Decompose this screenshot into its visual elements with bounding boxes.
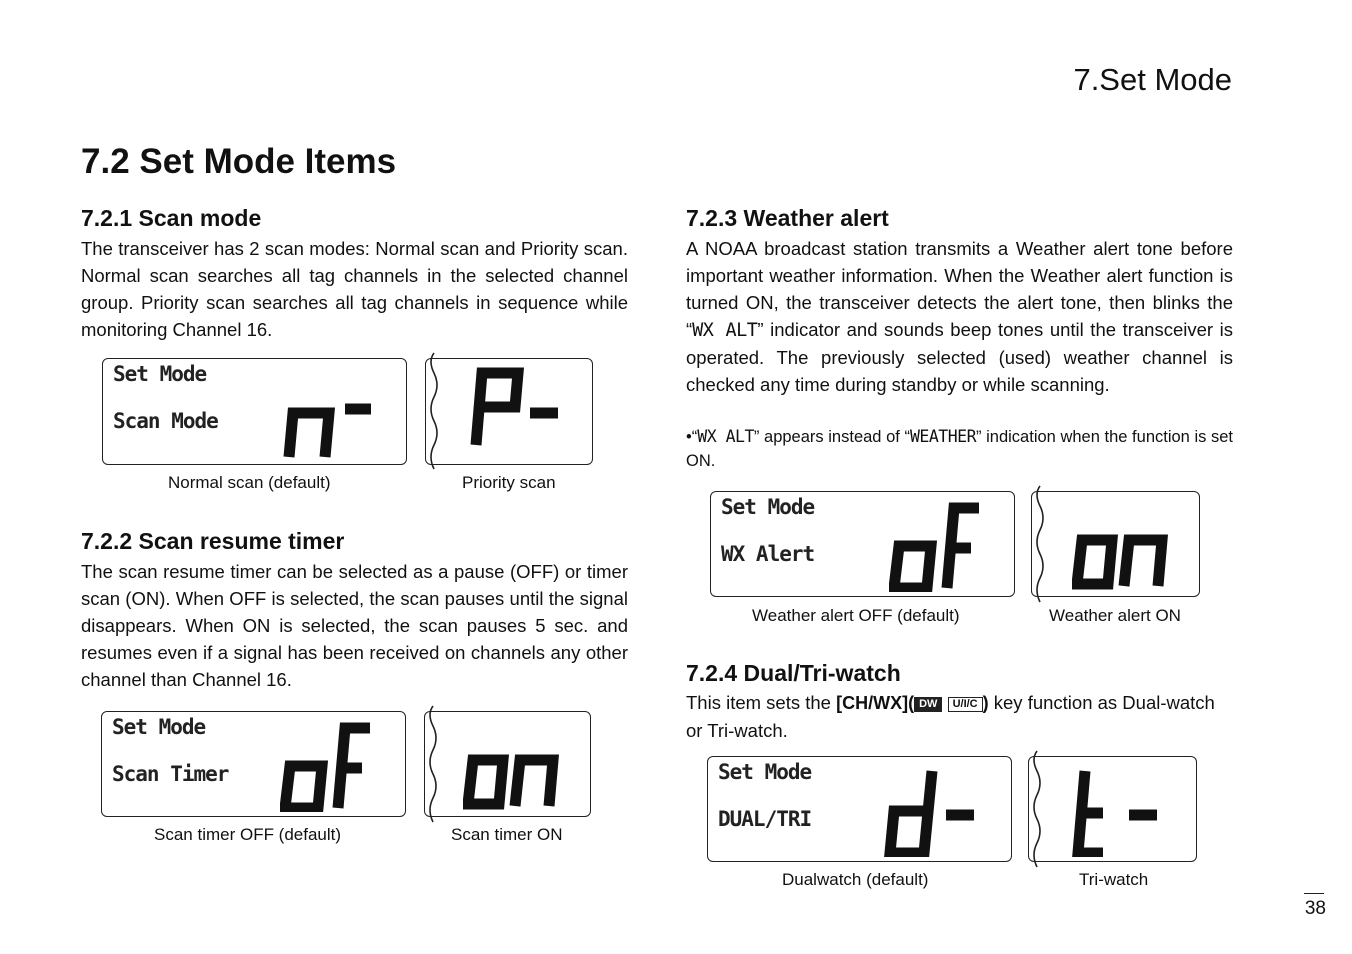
cutaway-edge <box>1032 484 1052 609</box>
heading-dual-tri: 7.2.4 Dual/Tri-watch <box>686 660 901 686</box>
lcd-line2: WX Alert <box>721 542 815 566</box>
page-title: 7.2 Set Mode Items <box>81 142 397 181</box>
lcd-line1: Set Mode <box>112 715 206 739</box>
lcd-line1: Set Mode <box>718 760 812 784</box>
caption-triwatch: Tri-watch <box>1079 870 1149 889</box>
scan-mode-body: The transceiver has 2 scan modes: Normal scan and Priority scan. Normal scan searches all tag channels in the selected channel group. Priority scan searches all tag channels in sequence while monitoring Channel 16. <box>81 238 628 340</box>
lcd-scan-timer-off <box>101 711 406 817</box>
caption-weather-on: Weather alert ON <box>1049 606 1181 625</box>
lcd-weather-alert-on <box>1031 491 1200 597</box>
scan-resume-body: The scan resume timer can be selected as a pause (OFF) or timer scan (ON). When OFF is selected, the scan pauses until the signal disappears. When ON is selected, the scan pauses 5 sec. and resumes even if a signal has been received on channels any other channel than Channel 16. <box>81 561 628 690</box>
note-text-3: ” indication when the function is set ON. <box>686 428 1233 470</box>
heading-scan-mode: 7.2.1 Scan mode <box>81 205 262 231</box>
caption-scan-timer-on: Scan timer ON <box>451 825 563 844</box>
lcd-digits-of <box>280 716 380 812</box>
dual-tri-body: This item sets the [CH/WX]( DW U/I/C ) key function as Dual-watch or Tri-watch. <box>686 692 1215 741</box>
note-text-2: ” appears instead of “ <box>753 428 910 446</box>
note-text-1: •“ <box>686 428 698 446</box>
note-weather-indicator: WEATHER <box>909 427 977 446</box>
lcd-scan-timer-on <box>424 711 591 817</box>
lcd-digits-n-dash <box>283 391 378 461</box>
page-number: 38 <box>1304 898 1326 919</box>
lcd-triwatch <box>1028 756 1197 862</box>
cutaway-edge <box>1029 749 1049 874</box>
lcd-digits-on <box>463 752 563 812</box>
lcd-digits-t-dash <box>1069 763 1169 857</box>
chapter-header: 7.Set Mode <box>1073 62 1232 97</box>
weather-body-text-2: ” indicator and sounds beep tones until the transceiver is operated. The previously selected (used) weather channel is checked any time during standby or while scanning. <box>686 319 1233 395</box>
dual-body-text-1: This item sets the <box>686 692 837 713</box>
lcd-line1: Set Mode <box>721 495 815 519</box>
lcd-digits-d-dash <box>884 763 984 857</box>
wx-alt-indicator: WX ALT <box>692 320 758 341</box>
lcd-line1: Set Mode <box>113 362 207 386</box>
weather-alert-body <box>686 235 1233 398</box>
lcd-scan-mode-normal <box>102 358 407 465</box>
lcd-digits-of <box>889 496 989 592</box>
lcd-line2: Scan Mode <box>113 409 218 433</box>
caption-priority-scan: Priority scan <box>462 473 556 492</box>
lcd-weather-alert-off <box>710 491 1015 597</box>
heading-scan-resume: 7.2.2 Scan resume timer <box>81 528 345 554</box>
lcd-dualwatch <box>707 756 1012 862</box>
cutaway-edge <box>425 704 445 829</box>
caption-scan-timer-off: Scan timer OFF (default) <box>154 825 342 844</box>
cutaway-edge <box>426 351 446 476</box>
dw-badge: DW <box>914 697 942 712</box>
lcd-line2: Scan Timer <box>112 762 229 786</box>
lcd-scan-mode-priority <box>425 358 593 465</box>
caption-dualwatch: Dualwatch (default) <box>782 870 929 889</box>
uic-badge: U/I/C <box>948 697 983 712</box>
weather-body-text-1: A NOAA broadcast station transmits a Weather alert tone before important weather information. When the Weather alert function is turned ON, the transceiver detects the alert tone, then blinks the “ <box>686 238 1233 340</box>
lcd-digits-on <box>1072 532 1172 592</box>
dual-body-text-2: key function as Dual-watch or Tri-watch. <box>686 692 1215 741</box>
ch-wx-key-label: [CH/WX] <box>836 693 909 713</box>
caption-normal-scan: Normal scan (default) <box>168 473 331 492</box>
heading-weather-alert: 7.2.3 Weather alert <box>686 205 889 231</box>
lcd-line2: DUAL/TRI <box>718 807 812 831</box>
weather-alert-note <box>686 425 1233 473</box>
page-number-rule <box>1304 893 1324 894</box>
caption-weather-off: Weather alert OFF (default) <box>752 606 960 625</box>
lcd-digits-p-dash <box>466 365 566 449</box>
note-wx-alt-indicator: WX ALT <box>697 427 754 446</box>
